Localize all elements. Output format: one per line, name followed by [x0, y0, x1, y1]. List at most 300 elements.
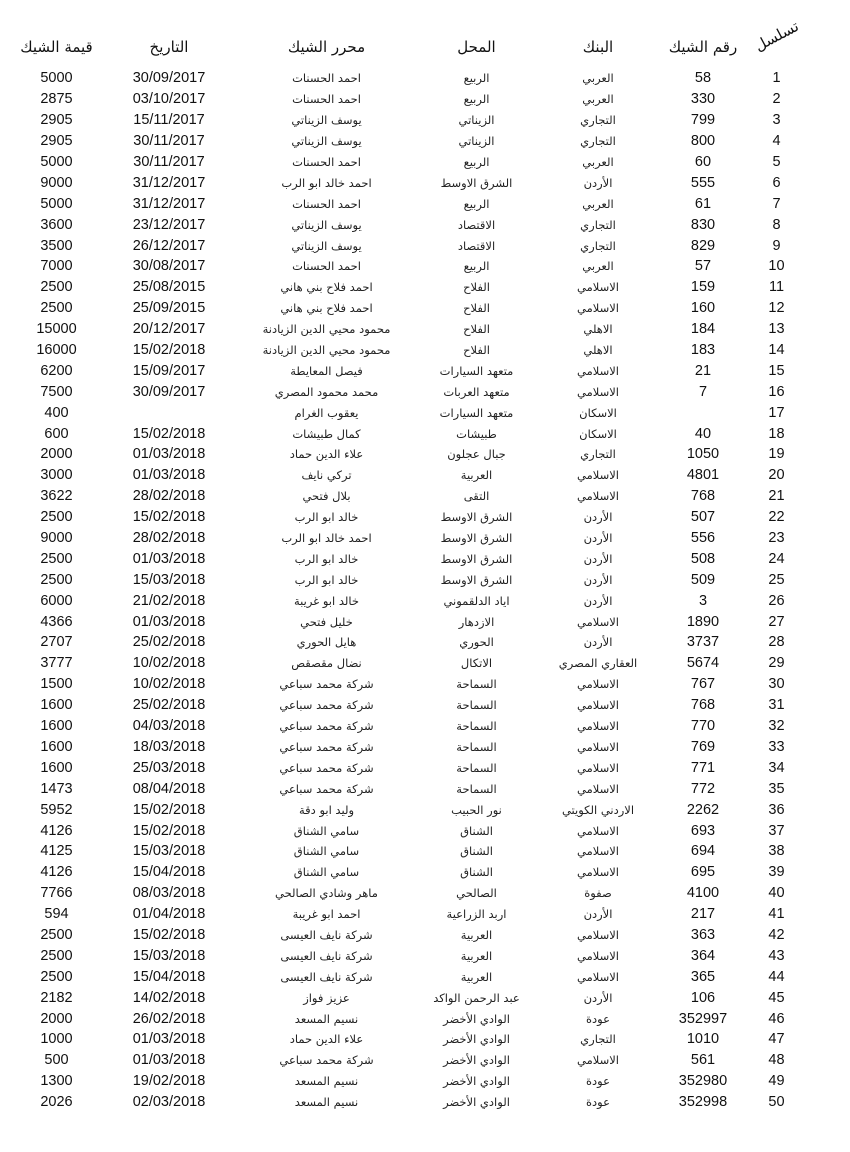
cell-place: السماحة	[456, 698, 497, 713]
table-row	[14, 1008, 804, 1029]
cell-place: متعهد السيارات	[439, 363, 514, 378]
cell-date: 04/03/2018	[132, 718, 206, 735]
cell-check-number: 21	[694, 362, 712, 379]
table-row	[14, 152, 804, 173]
cell-check-number: 58	[694, 70, 712, 87]
cell-place: الفلاح	[463, 343, 490, 358]
header-row	[14, 26, 804, 68]
table-row	[14, 883, 804, 904]
cell-place: السماحة	[456, 739, 497, 754]
table-row	[14, 987, 804, 1008]
cell-date: 01/03/2018	[132, 467, 206, 484]
cell-writer: احمد الحسنات	[292, 71, 361, 86]
header-serial-label: تسلسل	[751, 16, 802, 56]
cell-date: 15/03/2018	[132, 571, 206, 588]
cell-place: الفلاح	[463, 301, 490, 316]
cell-bank: الاسلامي	[577, 760, 619, 775]
cell-check-number: 767	[690, 676, 716, 693]
cell-place: الاتكال	[460, 656, 493, 671]
cell-bank: الاسلامي	[577, 823, 619, 838]
cell-date: 08/03/2018	[132, 885, 206, 902]
cell-bank: الاسلامي	[577, 468, 619, 483]
cell-check-number: 183	[690, 342, 716, 359]
cell-place: الوادي الأخضر	[443, 1074, 510, 1089]
cell-date: 15/02/2018	[132, 801, 206, 818]
cell-date: 10/02/2018	[132, 655, 206, 672]
cell-amount: 5000	[40, 154, 73, 170]
cell-date: 15/04/2018	[132, 864, 206, 881]
cell-writer: احمد الحسنات	[292, 259, 361, 274]
cell-serial: 49	[768, 1073, 785, 1090]
cell-amount: 1600	[40, 759, 73, 776]
cell-serial: 34	[768, 759, 785, 776]
cell-date: 02/03/2018	[132, 1094, 206, 1111]
cell-bank: الأردن	[583, 551, 613, 566]
cell-bank: الاسلامي	[577, 865, 619, 880]
table-row	[14, 214, 804, 235]
cell-serial: 9	[772, 237, 781, 254]
cell-check-number: 60	[694, 154, 712, 170]
cell-amount: 2500	[40, 947, 73, 964]
cell-check-number: 556	[690, 530, 716, 547]
cell-date: 03/10/2017	[132, 91, 206, 108]
cell-check-number: 352980	[678, 1073, 728, 1090]
cell-amount: 3000	[40, 467, 73, 484]
cell-serial: 8	[772, 216, 781, 233]
cell-date: 28/02/2018	[132, 488, 206, 505]
cell-check-number: 770	[690, 718, 716, 735]
cell-date: 30/09/2017	[132, 383, 206, 400]
table-row	[14, 277, 804, 298]
cell-serial: 6	[772, 174, 781, 191]
cell-amount: 2500	[40, 571, 73, 588]
cell-place: اياد الدلقموني	[443, 593, 510, 608]
cell-writer: عزيز فواز	[303, 990, 350, 1005]
cell-place: عبد الرحمن الواكد	[433, 990, 520, 1005]
cell-writer: خليل فتحي	[300, 614, 353, 629]
cell-bank: العقاري المصري	[558, 656, 638, 671]
cell-writer: سامي الشناق	[293, 844, 360, 859]
cell-writer: يوسف الزيناتي	[291, 113, 362, 128]
cell-date: 15/11/2017	[133, 112, 205, 129]
cell-place: الحوري	[459, 635, 494, 650]
cell-place: الوادي الأخضر	[443, 1011, 510, 1026]
table-row	[14, 528, 804, 549]
cell-amount: 2500	[40, 968, 73, 985]
cell-date: 25/02/2018	[132, 634, 206, 651]
cell-serial: 31	[768, 697, 785, 714]
cell-serial: 38	[768, 843, 785, 860]
header-writer: محرر الشيك	[287, 38, 366, 56]
cell-serial: 10	[768, 258, 785, 275]
cell-amount: 2182	[40, 989, 73, 1006]
table-row	[14, 757, 804, 778]
cell-writer: وليد ابو دقة	[299, 802, 354, 817]
cell-date: 31/12/2017	[132, 174, 206, 191]
cell-writer: شركة محمد سباعي	[279, 739, 374, 754]
cell-amount: 2500	[40, 279, 73, 296]
cell-bank: العربي	[582, 92, 614, 107]
cell-serial: 15	[768, 362, 785, 379]
table-row	[14, 611, 804, 632]
header-check-number: رقم الشيك	[668, 38, 738, 56]
cell-check-number: 5674	[686, 655, 720, 672]
cell-check-number: 61	[694, 195, 712, 212]
cell-bank: الاهلي	[583, 322, 613, 337]
cell-writer: شركة محمد سباعي	[279, 760, 374, 775]
cell-date: 01/03/2018	[132, 446, 206, 463]
cell-writer: نسيم المسعد	[294, 1095, 359, 1110]
cell-serial: 17	[768, 404, 785, 421]
cell-amount: 9000	[40, 174, 73, 191]
cell-place: الشناق	[460, 865, 493, 880]
cell-serial: 27	[768, 613, 785, 630]
cell-amount: 1000	[40, 1031, 73, 1048]
cell-serial: 32	[768, 718, 785, 735]
cell-serial: 36	[768, 801, 785, 818]
cell-writer: بلال فتحي	[302, 489, 351, 504]
cell-date: 25/02/2018	[132, 697, 206, 714]
cell-place: العربية	[460, 948, 493, 963]
cell-serial: 25	[768, 571, 785, 588]
cell-writer: احمد الحسنات	[292, 92, 361, 107]
cell-amount: 2905	[40, 133, 73, 150]
cell-bank: عودة	[586, 1074, 610, 1089]
cell-check-number: 694	[690, 843, 716, 860]
cell-check-number: 1890	[686, 613, 720, 630]
cell-serial: 41	[768, 906, 785, 923]
cell-bank: العربي	[582, 196, 614, 211]
cell-bank: التجاري	[580, 113, 616, 128]
cell-date: 01/03/2018	[132, 1052, 206, 1069]
cell-serial: 50	[768, 1094, 785, 1111]
cell-serial: 5	[772, 154, 781, 170]
cell-serial: 33	[768, 738, 785, 755]
cell-check-number: 771	[690, 759, 716, 776]
header-date: التاريخ	[149, 38, 189, 56]
cell-place: الشرق الاوسط	[440, 531, 513, 546]
cell-amount: 1600	[40, 697, 73, 714]
cell-amount: 2000	[40, 1010, 73, 1027]
cell-bank: العربي	[582, 155, 614, 169]
cell-date: 15/04/2018	[132, 968, 206, 985]
cell-bank: التجاري	[580, 238, 616, 253]
cell-bank: الاهلي	[583, 343, 613, 358]
cell-check-number: 365	[690, 968, 716, 985]
cell-place: الاقتصاد	[457, 217, 496, 232]
cell-date: 30/08/2017	[132, 258, 206, 275]
table-row	[14, 131, 804, 152]
cell-date: 15/02/2018	[132, 926, 206, 943]
table-row	[14, 235, 804, 256]
cell-date: 30/09/2017	[132, 70, 206, 87]
cell-serial: 2	[772, 91, 781, 108]
cell-bank: الاسلامي	[577, 1053, 619, 1068]
cell-date: 21/02/2018	[132, 592, 206, 609]
cell-writer: شركة محمد سباعي	[279, 698, 374, 713]
cell-bank: عودة	[586, 1095, 610, 1110]
cell-check-number: 2262	[686, 801, 720, 818]
cell-place: طبيشات	[456, 426, 497, 441]
cell-check-number: 106	[690, 989, 716, 1006]
cell-check-number: 1010	[686, 1031, 720, 1048]
cell-check-number: 507	[690, 509, 716, 526]
cell-check-number: 772	[690, 780, 716, 797]
cell-writer: سامي الشناق	[293, 823, 360, 838]
cell-writer: يوسف الزيناتي	[291, 238, 362, 253]
cell-bank: الأردن	[583, 572, 613, 587]
cell-bank: الاسلامي	[577, 301, 619, 316]
cell-place: الصالحي	[456, 886, 497, 901]
cell-check-number: 799	[690, 112, 716, 129]
cell-date: 01/03/2018	[132, 613, 206, 630]
cell-place: الشرق الاوسط	[440, 551, 513, 566]
cell-writer: فيصل المعايطة	[290, 363, 363, 378]
table-row	[14, 89, 804, 110]
cell-amount: 2500	[40, 509, 73, 526]
cell-place: الربيع	[463, 196, 490, 211]
cell-writer: علاء الدين حماد	[289, 1032, 364, 1047]
cell-writer: تركي نايف	[301, 468, 352, 483]
cell-place: الوادي الأخضر	[443, 1053, 510, 1068]
cell-writer: احمد ابو غريبة	[292, 907, 361, 922]
table-body	[14, 68, 804, 1113]
table-row	[14, 862, 804, 883]
cell-check-number: 509	[690, 571, 716, 588]
cell-place: الشناق	[460, 823, 493, 838]
cell-writer: شركة محمد سباعي	[279, 677, 374, 692]
cell-serial: 7	[772, 195, 781, 212]
cell-serial: 1	[772, 70, 781, 87]
cell-writer: احمد خالد ابو الرب	[281, 175, 372, 190]
cell-check-number: 363	[690, 926, 716, 943]
cell-check-number: 4100	[686, 885, 720, 902]
cell-amount: 2905	[40, 112, 73, 129]
cell-amount: 3600	[40, 216, 73, 233]
cell-serial: 46	[768, 1010, 785, 1027]
cell-writer: شركة نايف العيسى	[280, 927, 373, 942]
cell-serial: 26	[768, 592, 785, 609]
cell-date: 15/02/2018	[132, 509, 206, 526]
cell-date: 18/03/2018	[132, 738, 206, 755]
cell-date: 25/03/2018	[132, 759, 206, 776]
cell-check-number: 555	[690, 174, 716, 191]
cell-check-number: 57	[694, 258, 712, 275]
cell-amount: 600	[44, 425, 69, 442]
cell-bank: الاسلامي	[577, 739, 619, 754]
cell-amount: 3500	[40, 237, 73, 254]
cell-amount: 16000	[36, 342, 77, 359]
header-serial	[749, 16, 804, 68]
cell-writer: محمود محيي الدين الزيادنة	[262, 322, 391, 337]
cell-bank: التجاري	[580, 217, 616, 232]
header-amount: قيمة الشيك	[20, 38, 93, 56]
table-row	[14, 945, 804, 966]
cell-check-number: 769	[690, 738, 716, 755]
table-row	[14, 841, 804, 862]
cell-place: الشناق	[460, 844, 493, 859]
cell-serial: 47	[768, 1031, 785, 1048]
header-place: المحل	[457, 38, 496, 56]
cell-bank: الأردن	[583, 990, 613, 1005]
cell-check-number: 217	[690, 906, 716, 923]
cell-date: 26/02/2018	[132, 1010, 206, 1027]
table-row	[14, 319, 804, 340]
cell-check-number: 184	[690, 321, 716, 338]
cell-date: 15/02/2018	[132, 425, 206, 442]
cell-serial: 35	[768, 780, 785, 797]
table-row	[14, 402, 804, 423]
table-row	[14, 298, 804, 319]
cell-place: الربيع	[463, 92, 490, 107]
header-bank: البنك	[582, 38, 614, 56]
cell-check-number: 561	[690, 1052, 716, 1069]
table-row	[14, 632, 804, 653]
cell-bank: التجاري	[580, 134, 616, 149]
cell-bank: التجاري	[580, 1032, 616, 1047]
cell-writer: نضال مقصقص	[291, 656, 362, 671]
table-row	[14, 966, 804, 987]
table-row	[14, 340, 804, 361]
cell-amount: 5000	[40, 70, 73, 87]
cell-date: 25/09/2015	[132, 300, 206, 317]
cell-amount: 2500	[40, 926, 73, 943]
cell-place: جبال عجلون	[447, 447, 506, 462]
cell-place: الربيع	[463, 155, 490, 169]
cell-amount: 1600	[40, 718, 73, 735]
table-row	[14, 68, 804, 89]
cell-check-number: 829	[690, 237, 716, 254]
cell-check-number: 160	[690, 300, 716, 317]
table-row	[14, 569, 804, 590]
table-row	[14, 110, 804, 131]
table-row	[14, 1071, 804, 1092]
cell-amount: 1600	[40, 738, 73, 755]
table-row	[14, 256, 804, 277]
cell-writer: خالد ابو غريبة	[294, 593, 359, 608]
cell-writer: احمد فلاح بني هاني	[280, 301, 373, 316]
cell-amount: 6000	[40, 592, 73, 609]
cell-serial: 16	[768, 383, 785, 400]
cell-amount: 7500	[40, 383, 73, 400]
cell-bank: الاسكان	[579, 426, 617, 441]
cell-bank: الأردن	[583, 510, 613, 525]
cell-amount: 5952	[40, 801, 73, 818]
checks-table	[14, 16, 804, 1113]
table-row	[14, 360, 804, 381]
cell-date: 15/09/2017	[132, 362, 206, 379]
cell-serial: 4	[772, 133, 781, 150]
cell-amount: 2875	[40, 91, 73, 108]
table-row	[14, 1050, 804, 1071]
cell-writer: يوسف الزيناتي	[291, 217, 362, 232]
cell-serial: 22	[768, 509, 785, 526]
cell-serial: 14	[768, 342, 785, 359]
cell-check-number: 693	[690, 822, 716, 839]
table-row	[14, 674, 804, 695]
cell-writer: خالد ابو الرب	[294, 572, 359, 587]
cell-bank: الاسلامي	[577, 489, 619, 504]
cell-amount: 594	[44, 906, 69, 923]
cell-date: 15/03/2018	[132, 843, 206, 860]
cell-amount: 2000	[40, 446, 73, 463]
cell-serial: 43	[768, 947, 785, 964]
cell-amount: 6200	[40, 362, 73, 379]
cell-writer: كمال طبيشات	[292, 426, 361, 441]
cell-writer: شركة محمد سباعي	[279, 1053, 374, 1068]
cell-place: الزيناتي	[458, 113, 495, 128]
cell-check-number: 364	[690, 947, 716, 964]
cell-writer: نسيم المسعد	[294, 1011, 359, 1026]
cell-writer: هايل الحوري	[296, 635, 357, 650]
cell-amount: 1473	[40, 780, 73, 797]
table-row	[14, 548, 804, 569]
cell-serial: 28	[768, 634, 785, 651]
cell-serial: 13	[768, 321, 785, 338]
cell-place: الفلاح	[463, 280, 490, 295]
cell-serial: 40	[768, 885, 785, 902]
cell-bank: الاسلامي	[577, 781, 619, 796]
cell-bank: الاسلامي	[577, 698, 619, 713]
cell-place: الوادي الأخضر	[443, 1032, 510, 1047]
table-row	[14, 778, 804, 799]
table-row	[14, 695, 804, 716]
cell-place: الشرق الاوسط	[440, 572, 513, 587]
cell-serial: 3	[772, 112, 781, 129]
cell-check-number: 3	[698, 592, 708, 609]
cell-place: الشرق الاوسط	[440, 510, 513, 525]
cell-place: السماحة	[456, 781, 497, 796]
cell-amount: 7000	[40, 258, 73, 275]
cell-place: نور الحبيب	[451, 802, 502, 817]
cell-writer: محمد محمود المصري	[274, 384, 379, 399]
cell-place: الازدهار	[458, 614, 495, 629]
cell-writer: نسيم المسعد	[294, 1074, 359, 1089]
cell-bank: الاسلامي	[577, 384, 619, 399]
cell-bank: الاسلامي	[577, 719, 619, 734]
cell-bank: الاسلامي	[577, 280, 619, 295]
cell-serial: 48	[768, 1052, 785, 1069]
table-row	[14, 590, 804, 611]
cell-place: الفلاح	[463, 322, 490, 337]
cell-amount: 3777	[40, 655, 73, 672]
cell-amount: 2500	[40, 550, 73, 567]
cell-bank: الاسكان	[579, 405, 617, 420]
cell-writer: شركة محمد سباعي	[279, 781, 374, 796]
cell-bank: الاردني الكويتي	[561, 802, 635, 817]
table-row	[14, 716, 804, 737]
cell-check-number: 768	[690, 697, 716, 714]
cell-place: العربية	[460, 468, 493, 483]
cell-date: 30/11/2017	[133, 133, 205, 150]
cell-date	[99, 402, 239, 423]
cell-place: اربد الزراعية	[446, 907, 507, 922]
cell-place: العربية	[460, 969, 493, 984]
cell-bank: الاسلامي	[577, 614, 619, 629]
table-row	[14, 172, 804, 193]
table-row	[14, 423, 804, 444]
cell-serial: 12	[768, 300, 785, 317]
cell-serial: 37	[768, 822, 785, 839]
cell-writer: علاء الدين حماد	[289, 447, 364, 462]
cell-bank: الاسلامي	[577, 844, 619, 859]
cell-serial: 24	[768, 550, 785, 567]
cell-check-number: 508	[690, 550, 716, 567]
cell-amount: 500	[44, 1052, 69, 1069]
cell-amount: 1300	[40, 1073, 73, 1090]
cell-date: 14/02/2018	[132, 989, 206, 1006]
cell-bank: التجاري	[580, 447, 616, 462]
